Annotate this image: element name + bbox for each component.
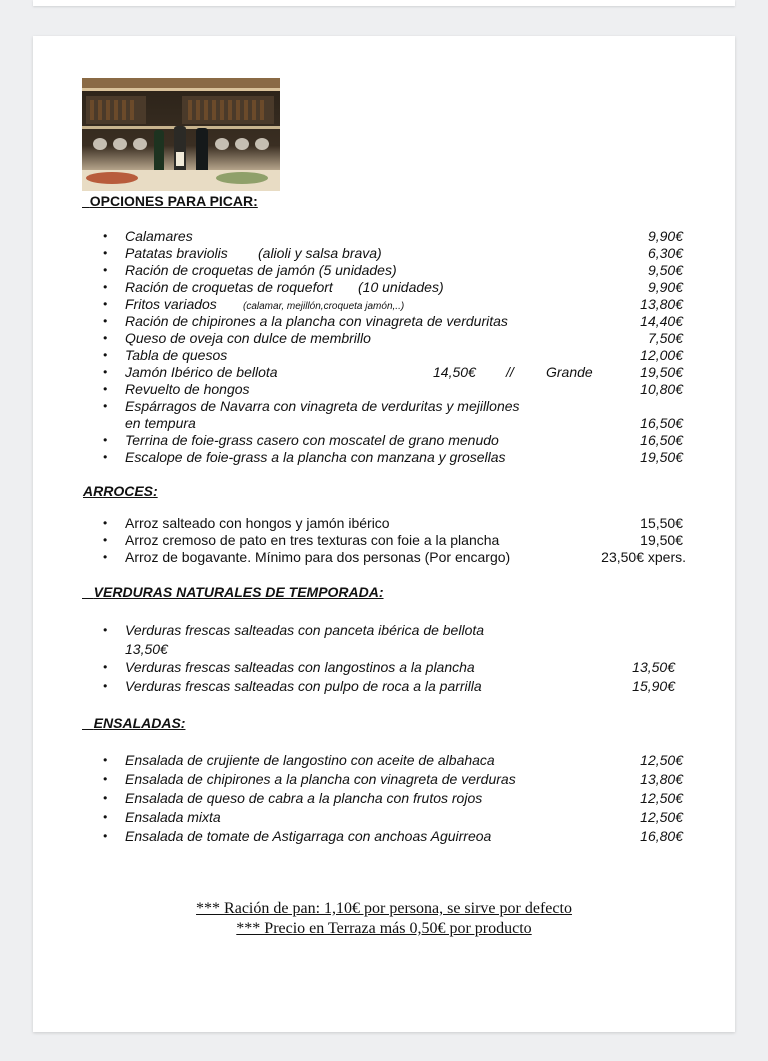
bullet: • (103, 623, 108, 637)
item-name: Ensalada de tomate de Astigarraga con anchoas Aguirreoa (125, 828, 492, 844)
item-price: 16,50€ (640, 415, 683, 431)
item-price: 12,50€ (640, 752, 683, 768)
item-price: 23,50€ xpers. (601, 549, 686, 565)
item-note: (10 unidades) (358, 279, 444, 295)
item-price: 15,90€ (632, 678, 675, 694)
item-name: Calamares (125, 228, 193, 244)
item-price: 19,50€ (640, 449, 683, 465)
item-name: Jamón Ibérico de bellota (125, 364, 278, 380)
item-price: 19,50€ (640, 532, 683, 548)
bullet: • (103, 297, 108, 311)
item-price: 13,50€ (125, 641, 168, 657)
item-price: 10,80€ (640, 381, 683, 397)
footer-bread-note: *** Ración de pan: 1,10€ por persona, se sirve por defecto (196, 900, 572, 917)
item-name: Verduras frescas salteadas con langostinos a la plancha (125, 659, 475, 675)
bullet: • (103, 399, 108, 413)
item-price: 16,50€ (640, 432, 683, 448)
item-note: (calamar, mejillón,croqueta jamón,..) (243, 301, 405, 312)
section-heading-verduras: VERDURAS NATURALES DE TEMPORADA: (93, 584, 384, 600)
item-price-small: 14,50€ (433, 364, 476, 380)
item-size-label: Grande (546, 364, 593, 380)
bullet: • (103, 679, 108, 693)
item-name: Ración de chipirones a la plancha con vinagreta de verduritas (125, 313, 508, 329)
bullet: • (103, 331, 108, 345)
item-name: Tabla de quesos (125, 347, 228, 363)
item-name: Ensalada de crujiente de langostino con aceite de albahaca (125, 752, 495, 768)
item-name: Ración de croquetas de jamón (5 unidades) (125, 262, 397, 278)
item-price: 13,80€ (640, 771, 683, 787)
bullet: • (103, 772, 108, 786)
item-name: Ensalada de chipirones a la plancha con vinagreta de verduras (125, 771, 516, 787)
bullet: • (103, 516, 108, 530)
section-heading-arroces: ARROCES: (83, 483, 158, 499)
item-name: Ración de croquetas de roquefort (125, 279, 333, 295)
footer-terrace-note: *** Precio en Terraza más 0,50€ por producto (236, 920, 532, 937)
item-price: 9,90€ (647, 228, 683, 244)
item-price: 12,50€ (640, 809, 683, 825)
item-name: Arroz de bogavante. Mínimo para dos personas (Por encargo) (125, 549, 511, 565)
item-separator: // (506, 364, 514, 380)
item-price: 7,50€ (647, 330, 683, 346)
item-price: 15,50€ (640, 515, 683, 531)
bullet: • (103, 348, 108, 362)
item-name-line2: en tempura (125, 415, 196, 431)
section-heading-ensaladas: ENSALADAS: (93, 715, 186, 731)
bullet: • (103, 229, 108, 243)
item-price: 9,50€ (647, 262, 683, 278)
bullet: • (103, 550, 108, 564)
item-name: Espárragos de Navarra con vinagreta de verduritas y mejillones (125, 398, 520, 414)
menu-page (33, 36, 735, 1032)
section-heading-picar: OPCIONES PARA PICAR: (89, 193, 258, 209)
item-name: Arroz salteado con hongos y jamón ibérico (125, 515, 390, 531)
bullet: • (103, 753, 108, 767)
item-name: Patatas braviolis (125, 245, 228, 261)
item-price: 13,80€ (640, 296, 683, 312)
item-name: Revuelto de hongos (125, 381, 250, 397)
item-name: Queso de oveja con dulce de membrillo (125, 330, 371, 346)
item-note: (alioli y salsa brava) (258, 245, 382, 261)
bullet: • (103, 280, 108, 294)
bullet: • (103, 810, 108, 824)
bullet: • (103, 382, 108, 396)
bullet: • (103, 246, 108, 260)
bullet: • (103, 450, 108, 464)
item-price: 16,80€ (640, 828, 683, 844)
item-name: Ensalada mixta (125, 809, 221, 825)
item-price: 13,50€ (632, 659, 675, 675)
item-name: Verduras frescas salteadas con panceta ibérica de bellota (125, 622, 485, 638)
bullet: • (103, 365, 108, 379)
item-price: 6,30€ (647, 245, 683, 261)
bullet: • (103, 791, 108, 805)
item-name: Verduras frescas salteadas con pulpo de roca a la parrilla (125, 678, 482, 694)
bar-wine-photo (82, 78, 280, 191)
bullet: • (103, 263, 108, 277)
item-price: 12,00€ (640, 347, 683, 363)
item-name: Escalope de foie-grass a la plancha con manzana y grosellas (125, 449, 506, 465)
item-name: Ensalada de queso de cabra a la plancha con frutos rojos (125, 790, 483, 806)
bullet: • (103, 314, 108, 328)
item-price: 12,50€ (640, 790, 683, 806)
item-name: Terrina de foie-grass casero con moscatel de grano menudo (125, 432, 499, 448)
bullet: • (103, 660, 108, 674)
item-price: 14,40€ (640, 313, 683, 329)
item-name: Fritos variados (125, 296, 217, 312)
bullet: • (103, 433, 108, 447)
item-price: 9,90€ (647, 279, 683, 295)
bullet: • (103, 533, 108, 547)
item-price: 19,50€ (640, 364, 683, 380)
bullet: • (103, 829, 108, 843)
previous-page-edge (33, 0, 735, 6)
item-name: Arroz cremoso de pato en tres texturas con foie a la plancha (125, 532, 500, 548)
